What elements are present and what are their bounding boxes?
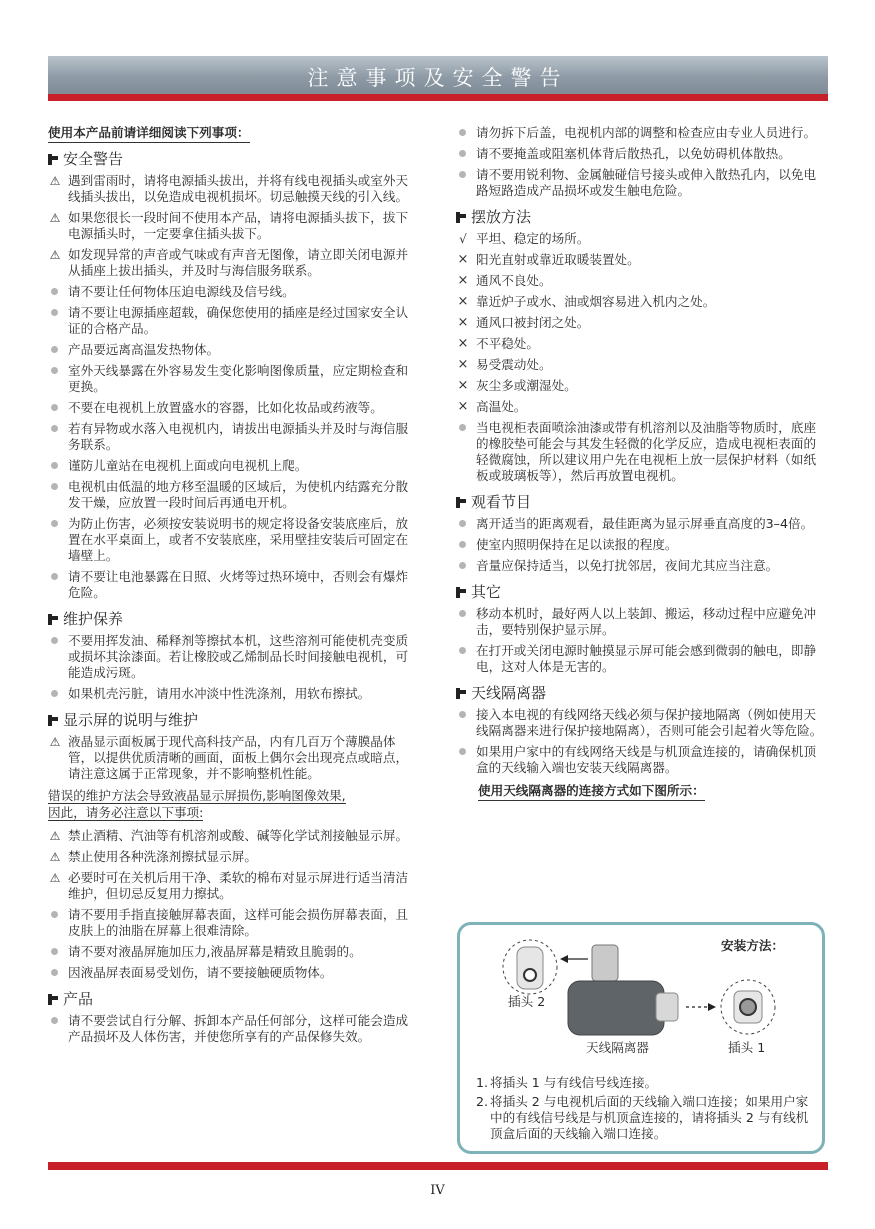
list-item [456, 606, 828, 638]
item-text: 不平稳处。 [476, 336, 539, 351]
item-text: 请不要尝试自行分解、拆卸本产品任何部分，这样可能会造成产品损坏及人体伤害，并使您所享有的产品保修失效。 [68, 1013, 409, 1044]
footer-divider [48, 1162, 828, 1170]
item-text: 易受震动处。 [476, 357, 552, 372]
section-title-text: 摆放方法 [471, 208, 532, 226]
section-marker-icon [48, 993, 58, 1005]
cross-icon: × [457, 294, 469, 309]
item-text: 请不要让电源插座超载，确保您使用的插座是经过国家安全认证的合格产品。 [68, 305, 409, 336]
section-title-maintenance [48, 611, 420, 627]
intro-heading: 使用本产品前请详细阅读下列事项： [48, 125, 250, 143]
list-item [48, 247, 420, 279]
item-text: 电视机由低温的地方移至温暖的区域后，为使机内结露充分散发干燥，应放置一段时间后再通电开机。 [68, 479, 409, 510]
install-step: 2. 将插头 2 与电视机后面的天线输入端口连接；如果用户家中的有线信号线是与机顶盒连接的，请将插头 2 与有线机顶盒后面的天线输入端口连接。 [476, 1094, 809, 1141]
warning-icon: ⚠ [49, 829, 61, 843]
plug2-socket [524, 969, 536, 981]
item-text: 靠近炉子或水、油或烟容易进入机内之处。 [476, 294, 716, 309]
list-item [456, 146, 828, 162]
install-step: 1. 将插头 1 与有线信号线连接。 [476, 1075, 658, 1090]
left-column [48, 125, 420, 1050]
item-text: 请不要掩盖或阻塞机体背后散热孔，以免妨碍机体散热。 [476, 146, 791, 161]
warning-icon: ⚠ [49, 211, 61, 225]
list-item [48, 363, 420, 395]
cross-icon: × [457, 399, 469, 414]
item-text: 遇到雷雨时，请将电源插头拔出，并将有线电视插头或室外天线插头拔出，以免造成电视机损坏。切忌触摸天线的引入线。 [68, 173, 409, 204]
warning-icon: ⚠ [49, 871, 61, 885]
list-item [48, 342, 420, 358]
list-item [48, 569, 420, 601]
step-text: 将插头 1 与有线信号线连接。 [490, 1075, 658, 1090]
item-text: 不要用挥发油、稀释剂等擦拭本机，这些溶剂可能使机壳变质或损坏其涂漆面。若让橡胶或乙烯制品长时间接触电视机，可能造成污斑。 [68, 633, 409, 680]
list-item [48, 907, 420, 939]
item-text: 为防止伤害，必须按安装说明书的规定将设备安装底座后，放置在水平桌面上，或者不安装底座，采用壁挂安装后可固定在墙壁上。 [68, 516, 409, 563]
section-title-text: 产品 [63, 990, 94, 1008]
item-text: 移动本机时，最好两人以上装卸、搬运，移动过程中应避免冲击，要特别保护显示屏。 [476, 606, 817, 637]
list-item [48, 686, 420, 702]
section-title-display [48, 712, 420, 728]
cross-icon: × [457, 273, 469, 288]
list-item [456, 516, 828, 532]
step-text: 将插头 2 与电视机后面的天线输入端口连接；如果用户家中的有线信号线是与机顶盒连接的，请将插头 2 与有线机顶盒后面的天线输入端口连接。 [490, 1094, 809, 1141]
list-item [48, 210, 420, 242]
item-text: 如发现异常的声音或气味或有声音无图像，请立即关闭电源并从插座上拔出插头，并及时与海信服务联系。 [68, 247, 409, 278]
check-icon: √ [459, 232, 467, 246]
list-item [48, 479, 420, 511]
cross-icon: × [457, 357, 469, 372]
item-text: 液晶显示面板属于现代高科技产品，内有几百万个薄膜晶体管，以提供优质清晰的画面，面板上偶尔会出现亮点或暗点，请注意这属于正常现象，并不影响整机性能。 [68, 734, 409, 781]
header-divider [48, 94, 828, 101]
list-item [48, 173, 420, 205]
list-item [456, 744, 828, 776]
item-text: 如果您很长一段时间不使用本产品，请将电源插头拔下，拔下电源插头时，一定要拿住插头拔下。 [68, 210, 409, 241]
isolator-body [568, 981, 664, 1035]
isolator-side-connector [656, 993, 678, 1021]
list-item [48, 1013, 420, 1045]
right-column [456, 125, 828, 801]
list-item [456, 167, 828, 199]
section-title-safety [48, 151, 420, 167]
section-title-text: 安全警告 [63, 150, 124, 168]
plug1-label: 插头 1 [728, 1040, 766, 1055]
item-text: 音量应保持适当，以免打扰邻居，夜间尤其应当注意。 [476, 558, 779, 573]
list-item [456, 537, 828, 553]
section-title-text: 其它 [471, 583, 502, 601]
list-item [456, 125, 828, 141]
list-item [48, 458, 420, 474]
section-title-placement [456, 209, 828, 225]
item-text: 灰尘多或潮湿处。 [476, 378, 577, 393]
section-marker-icon [456, 687, 466, 699]
list-item [456, 336, 828, 352]
list-item [48, 944, 420, 960]
section-title-text: 观看节目 [471, 493, 532, 511]
item-text: 接入本电视的有线网络天线必须与保护接地隔离（例如使用天线隔离器来进行保护接地隔离），否则可能会引起着火等危险。 [476, 707, 823, 738]
arrow-head-right [708, 1003, 716, 1011]
item-text: 通风口被封闭之处。 [476, 315, 590, 330]
page-title: 注意事项及安全警告 [307, 66, 569, 90]
item-text: 请不要用手指直接触屏幕表面，这样可能会损伤屏幕表面，且皮肤上的油脂在屏幕上很难清除。 [68, 907, 409, 938]
section-title-watching [456, 494, 828, 510]
list-item [456, 294, 828, 310]
section-marker-icon [456, 211, 466, 223]
item-text: 离开适当的距离观看，最佳距离为显示屏垂直高度的3–4倍。 [476, 516, 814, 531]
item-text: 不要在电视机上放置盛水的容器，比如化妆品或药液等。 [68, 400, 383, 415]
list-item [48, 734, 420, 782]
item-text: 请勿拆下后盖，电视机内部的调整和检查应由专业人员进行。 [476, 125, 817, 140]
item-text: 如果机壳污脏，请用水冲淡中性洗涤剂，用软布擦拭。 [68, 686, 371, 701]
item-text: 谨防儿童站在电视机上面或向电视机上爬。 [68, 458, 308, 473]
item-text: 阳光直射或靠近取暖装置处。 [476, 252, 640, 267]
list-item [456, 231, 828, 247]
section-title-other [456, 584, 828, 600]
list-item [48, 284, 420, 300]
install-steps [476, 1075, 816, 1145]
item-text: 禁止使用各种洗涤剂擦拭显示屏。 [68, 849, 257, 864]
header-banner [48, 56, 828, 94]
list-item [456, 378, 828, 394]
section-marker-icon [456, 496, 466, 508]
item-text: 产品要远离高温发热物体。 [68, 342, 220, 357]
display-care-note [48, 787, 420, 821]
item-text: 若有异物或水落入电视机内，请拔出电源插头并及时与海信服务联系。 [68, 421, 409, 452]
list-item [456, 273, 828, 289]
list-item [48, 516, 420, 564]
list-item [456, 357, 828, 373]
list-item [48, 305, 420, 337]
section-title-isolator [456, 685, 828, 701]
section-marker-icon [48, 613, 58, 625]
item-text: 通风不良处。 [476, 273, 552, 288]
item-text: 请不要让电池暴露在日照、火烤等过热环境中，否则会有爆炸危险。 [68, 569, 409, 600]
section-title-text: 维护保养 [63, 610, 124, 628]
section-marker-icon [456, 586, 466, 598]
item-text: 请不要用锐利物、金属触碰信号接头或伸入散热孔内，以免电路短路造成产品损坏或发生触电危险。 [476, 167, 817, 198]
page-number: IV [430, 1183, 445, 1198]
isolator-label: 天线隔离器 [586, 1040, 649, 1055]
list-item [48, 849, 420, 865]
item-text: 高温处。 [476, 399, 527, 414]
list-item [456, 399, 828, 415]
list-item [456, 315, 828, 331]
section-title-product [48, 991, 420, 1007]
install-method-label: 安装方法： [721, 938, 784, 953]
note-line: 错误的维护方法会导致液晶显示屏损伤,影响图像效果, [48, 788, 346, 803]
list-item [456, 420, 828, 484]
warning-icon: ⚠ [49, 850, 61, 864]
list-item [456, 707, 828, 739]
list-item [48, 400, 420, 416]
isolator-top-connector [592, 945, 618, 981]
cross-icon: × [457, 336, 469, 351]
list-item [48, 421, 420, 453]
list-item [456, 252, 828, 268]
item-text: 平坦、稳定的场所。 [476, 231, 590, 246]
note-line: 因此，请务必注意以下事项: [48, 805, 204, 820]
item-text: 在打开或关闭电源时触摸显示屏可能会感到微弱的触电，即静电，这对人体是无害的。 [476, 643, 817, 674]
item-text: 请不要对液晶屏施加压力,液晶屏幕是精致且脆弱的。 [68, 944, 362, 959]
list-item [456, 558, 828, 574]
list-item [456, 643, 828, 675]
cross-icon: × [457, 315, 469, 330]
item-text: 使室内照明保持在足以读报的程度。 [476, 537, 678, 552]
item-text: 请不要让任何物体压迫电源线及信号线。 [68, 284, 295, 299]
item-text: 禁止酒精、汽油等有机溶剂或酸、碱等化学试剂接触显示屏。 [68, 828, 409, 843]
warning-icon: ⚠ [49, 174, 61, 188]
section-title-text: 天线隔离器 [471, 684, 547, 702]
arrow-head-left [560, 955, 568, 963]
list-item [48, 965, 420, 981]
diagram-heading: 使用天线隔离器的连接方式如下图所示： [478, 783, 705, 801]
plug2-label: 插头 2 [508, 994, 546, 1009]
list-item [48, 633, 420, 681]
item-text: 室外天线暴露在外容易发生变化影响图像质量，应定期检查和更换。 [68, 363, 409, 394]
item-text: 如果用户家中的有线网络天线是与机顶盒连接的，请确保机顶盒的天线输入端也安装天线隔离器。 [476, 744, 817, 775]
warning-icon: ⚠ [49, 248, 61, 262]
section-marker-icon [48, 153, 58, 165]
item-text: 因液晶屏表面易受划伤，请不要接触硬质物体。 [68, 965, 333, 980]
cross-icon: × [457, 378, 469, 393]
section-title-text: 显示屏的说明与维护 [63, 711, 199, 729]
warning-icon: ⚠ [49, 735, 61, 749]
section-marker-icon [48, 714, 58, 726]
item-text: 当电视柜表面喷涂油漆或带有机溶剂以及油脂等物质时，底座的橡胶垫可能会与其发生轻微的化学反应，造成电视柜表面的轻微腐蚀，所以建议用户先在电视柜上放一层保护材料（如纸板或玻璃板等），然后再放置电视机。 [476, 420, 817, 483]
isolator-diagram [457, 922, 825, 1154]
list-item [48, 870, 420, 902]
list-item [48, 828, 420, 844]
item-text: 必要时可在关机后用干净、柔软的棉布对显示屏进行适当清洁维护，但切忌反复用力擦拭。 [68, 870, 409, 901]
cross-icon: × [457, 252, 469, 267]
plug1-socket [740, 999, 756, 1015]
